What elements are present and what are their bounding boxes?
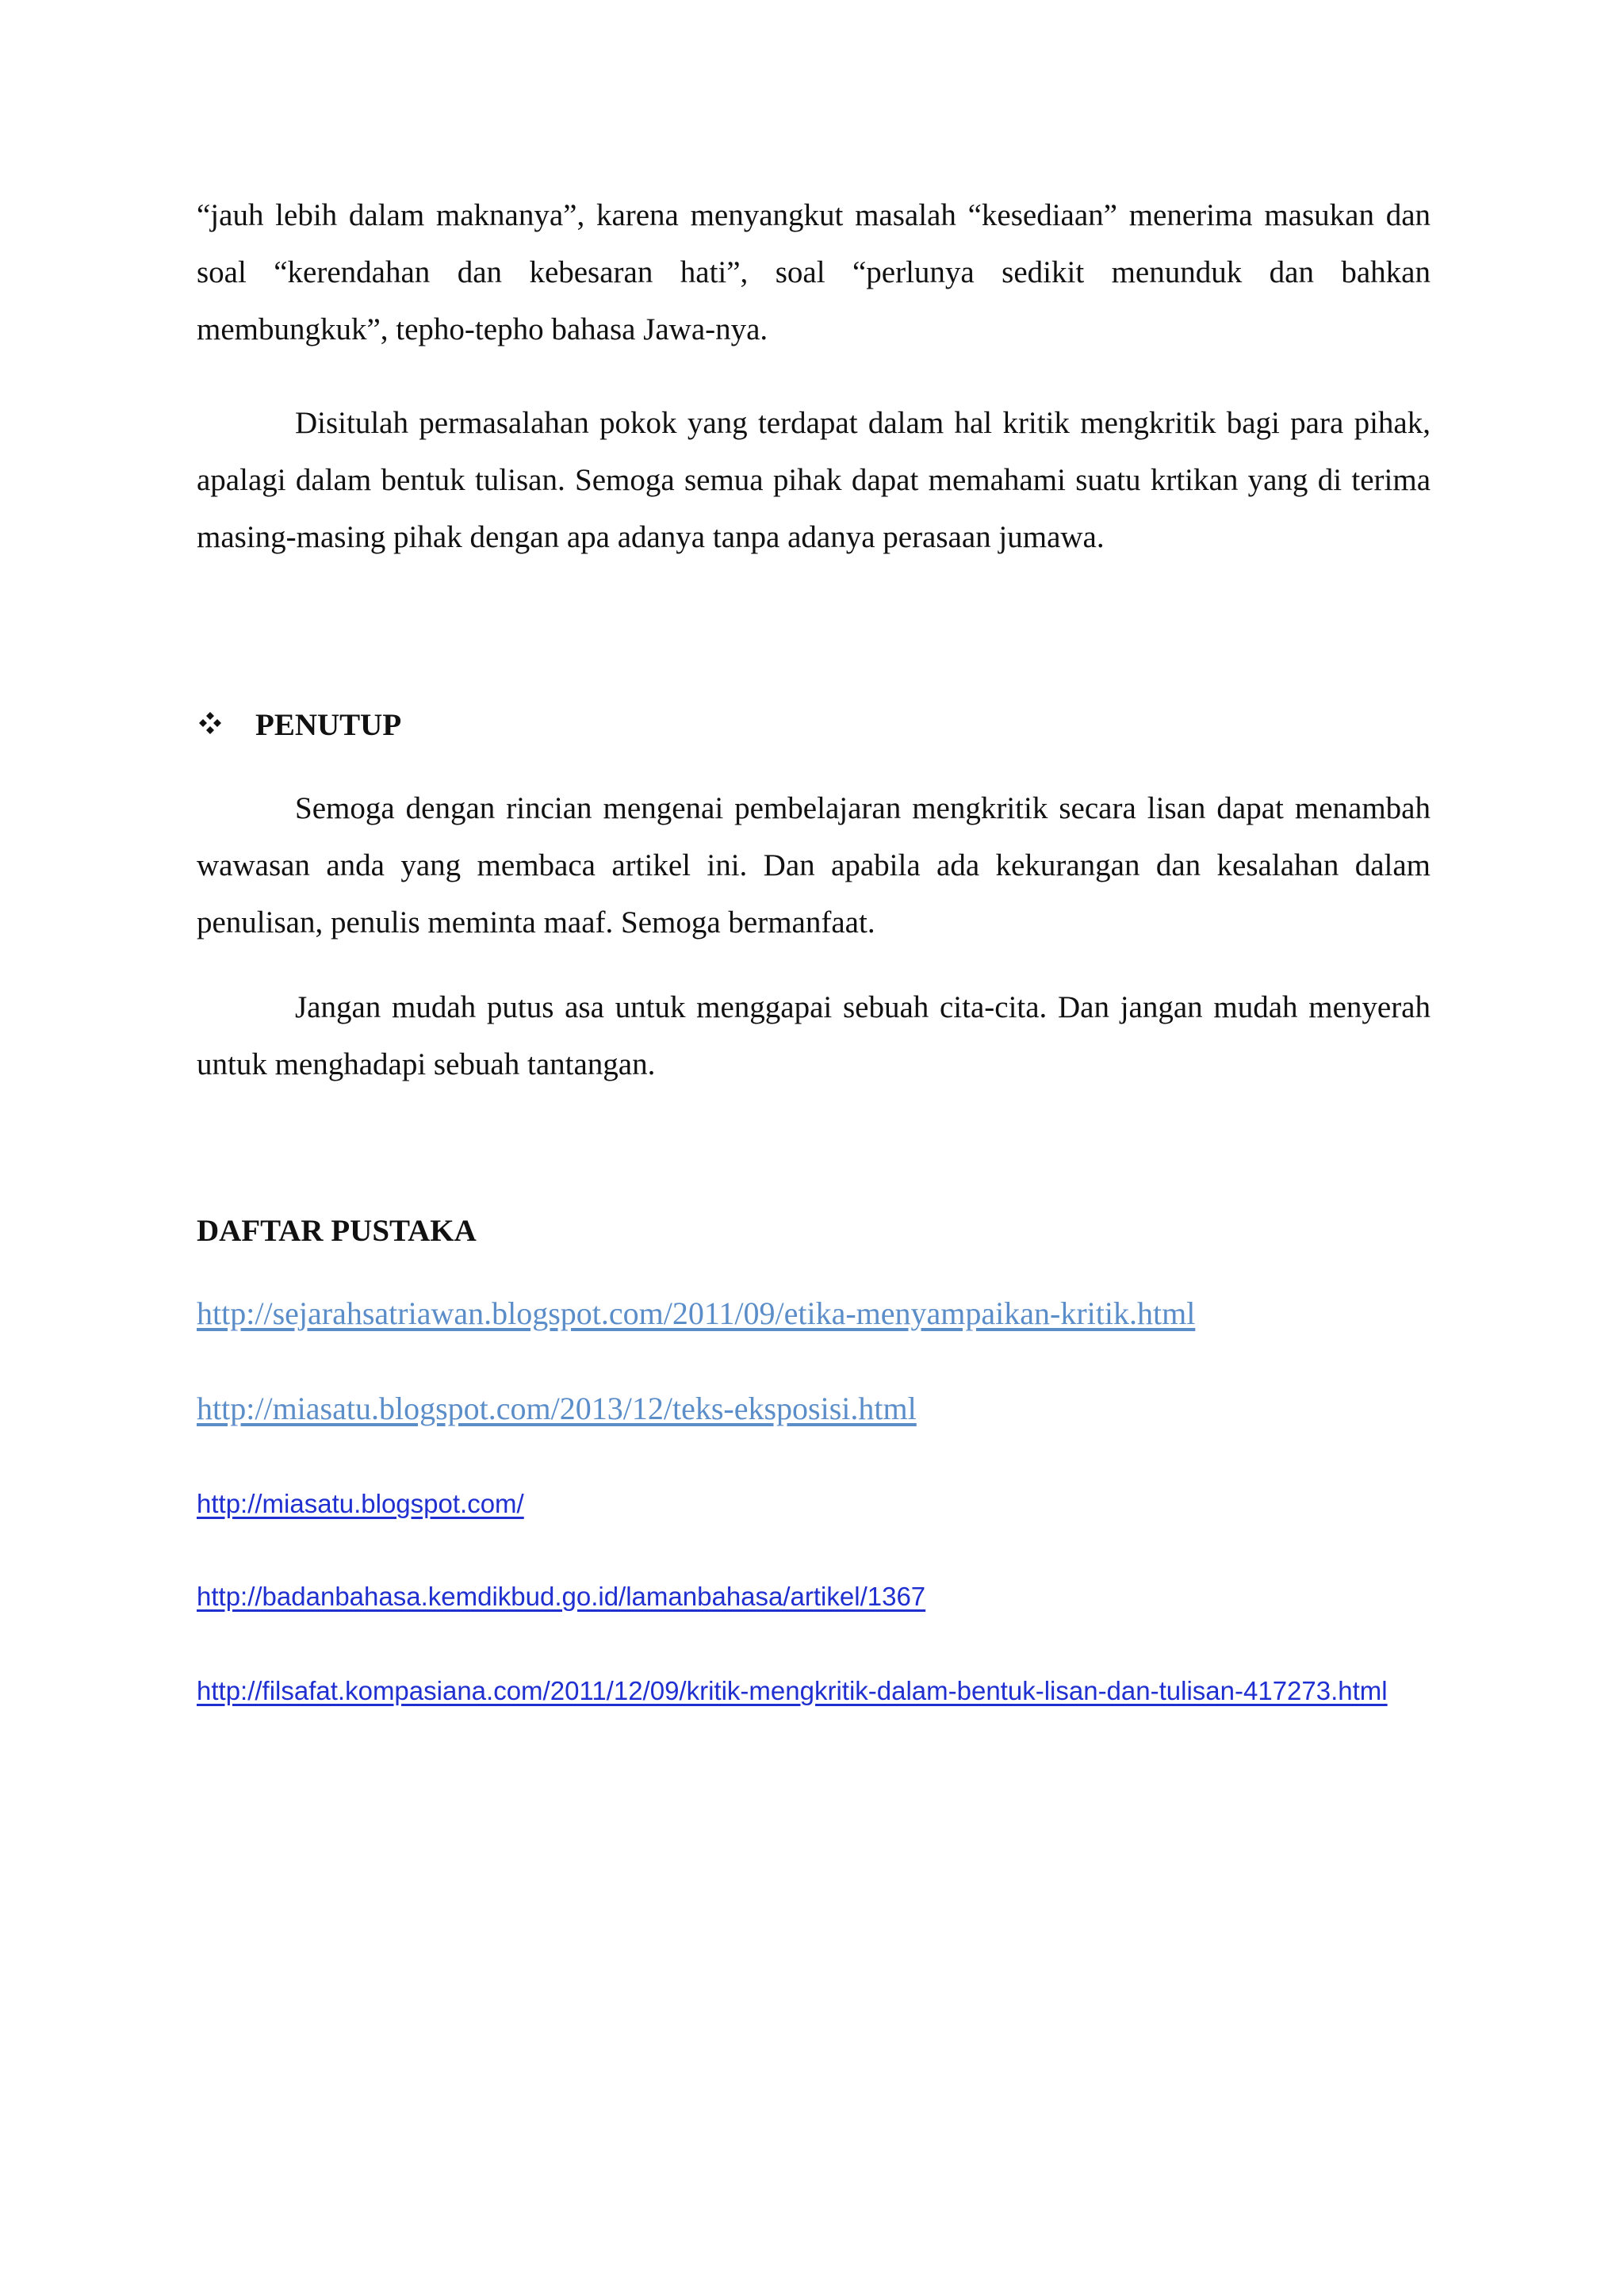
paragraph-4: Jangan mudah putus asa untuk menggapai sebuah cita-cita. Dan jangan mudah menyerah untuk menghadapi sebuah tantangan. [197,990,1431,1081]
heading-penutup: PENUTUP [255,708,402,742]
heading-daftar-pustaka: DAFTAR PUSTAKA [197,1214,477,1248]
reference-link-2[interactable]: http://miasatu.blogspot.com/2013/12/teks-eksposisi.html [197,1391,917,1426]
reference-link-5[interactable]: http://filsafat.kompasiana.com/2011/12/09/kritik-mengkritik-dalam-bentuk-lisan-dan-tulisan-417273.html [197,1676,1388,1705]
reference-link-1[interactable]: http://sejarahsatriawan.blogspot.com/2011/09/etika-menyampaikan-kritik.html [197,1295,1196,1331]
reference-link-3[interactable]: http://miasatu.blogspot.com/ [197,1489,524,1518]
paragraph-3: Semoga dengan rincian mengenai pembelajaran mengkritik secara lisan dapat menambah wawasan anda yang membaca artikel ini. Dan apabila ada kekurangan dan kesalahan dalam penulisan, penulis meminta maaf. Semoga bermanfaat. [197,791,1431,939]
diamond-bullet-icon [198,711,222,735]
reference-link-4[interactable]: http://badanbahasa.kemdikbud.go.id/lamanbahasa/artikel/1367 [197,1582,926,1611]
paragraph-2: Disitulah permasalahan pokok yang terdapat dalam hal kritik mengkritik bagi para pihak, apalagi dalam bentuk tulisan. Semoga semua pihak dapat memahami suatu krtikan yang di terima masing-masing pihak dengan apa adanya tanpa adanya perasaan jumawa. [197,406,1431,554]
paragraph-1: “jauh lebih dalam maknanya”, karena menyangkut masalah “kesediaan” menerima masukan dan soal “kerendahan dan kebesaran hati”, soal “perlunya sedikit menunduk dan bahkan membungkuk”, tepho-tepho bahasa Jawa-nya. [197,198,1431,346]
